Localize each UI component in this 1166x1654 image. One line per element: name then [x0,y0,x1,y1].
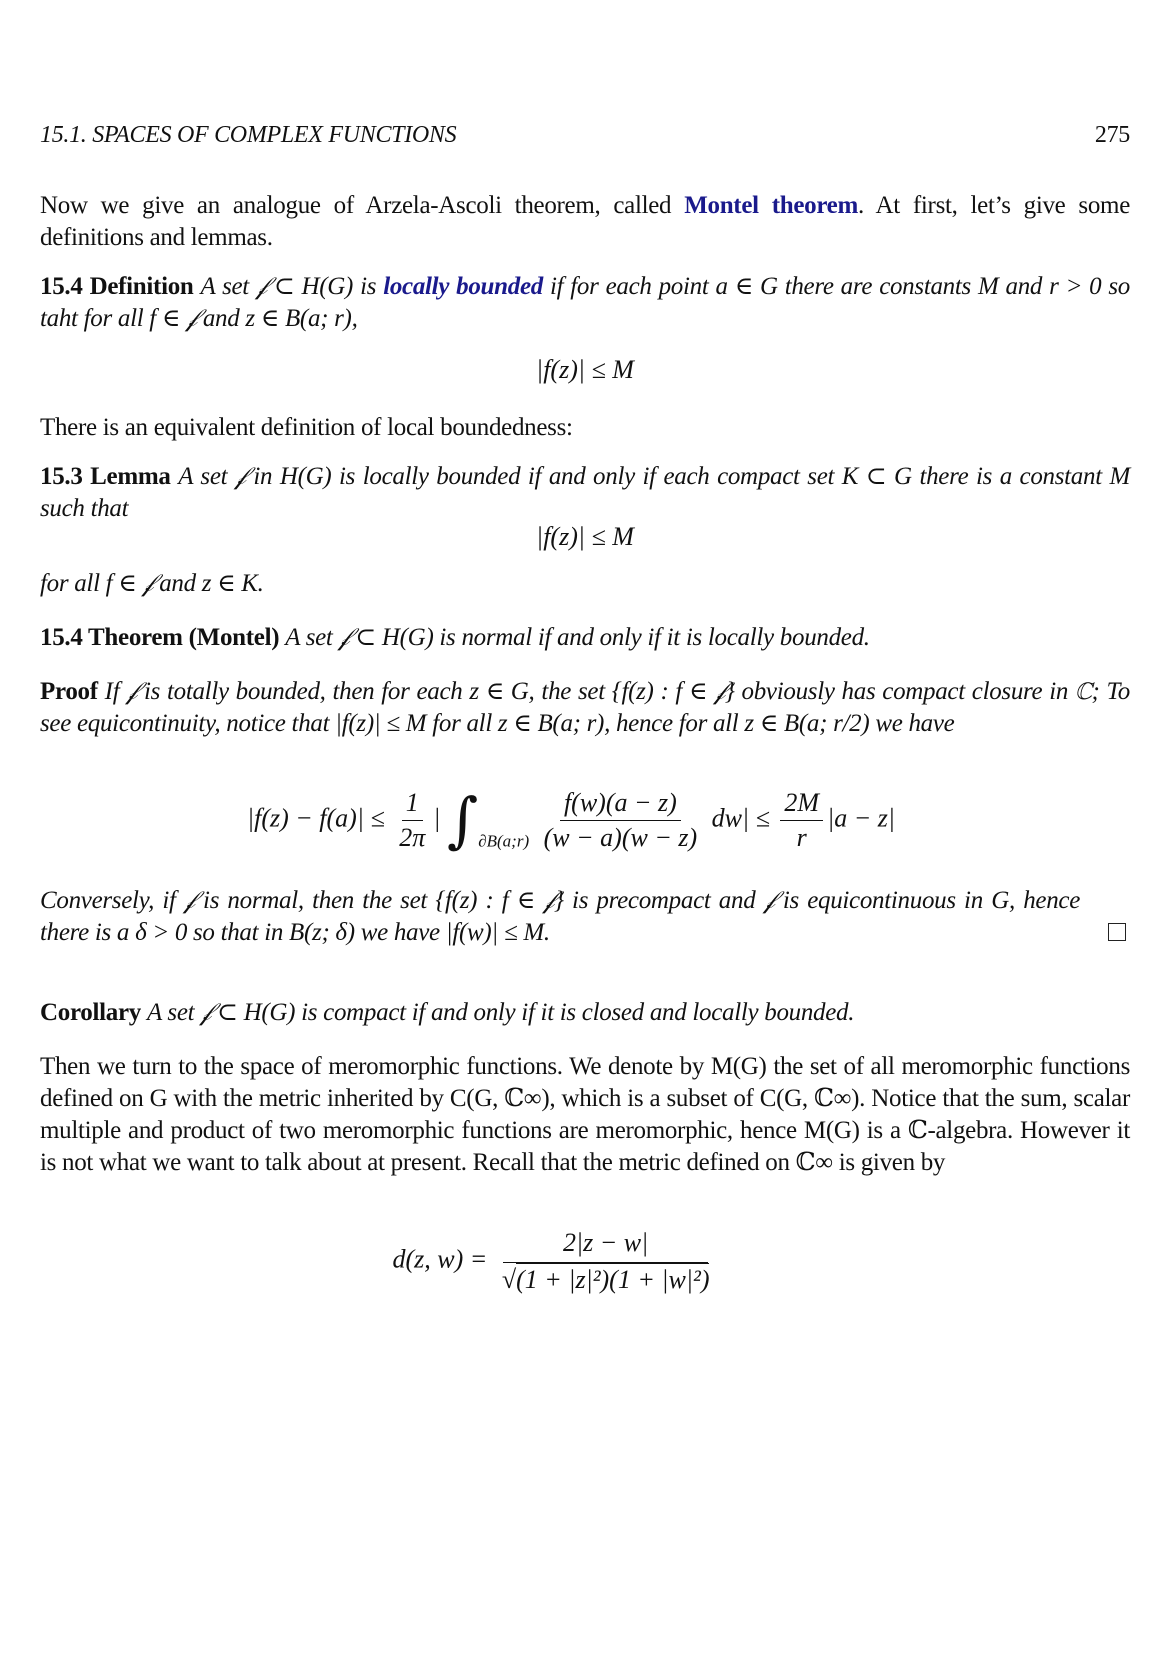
lemma-after: for all f ∈ 𝒻 and z ∈ K. [40,570,264,597]
frac3-den: r [796,823,807,852]
corollary-label: Corollary [40,999,141,1026]
metric-equation [10,1228,1100,1295]
proof-eq-rhs: |a − z| [827,803,896,833]
frac-integrand [540,788,702,853]
frac-two-m-over-r [780,788,823,853]
definition-label: 15.4 Definition [40,273,194,300]
lemma-equation: |f(z)| ≤ M [536,522,634,551]
frac3-num: 2M [780,788,823,821]
intro-text: Now we give an analogue of Arzela-Ascoli theorem, called [40,192,685,219]
running-header [40,122,1130,156]
intro-paragraph [40,190,1130,254]
proof-eq-lhs: |f(z) − f(a)| ≤ [246,803,385,833]
corollary-text: A set 𝒻 ⊂ H(G) is compact if and only if it is closed and locally bounded. [146,999,855,1026]
abs-open: | [433,803,441,833]
definition-text-end: if for each point a ∈ G there are constants M and r > 0 so taht for all f ∈ 𝒻 and z ∈ B(a; r), [40,273,1131,332]
frac2-den: (w − a)(w − z) [543,823,698,852]
proof-conversely: Conversely, if 𝒻 is normal, then the set {f(z) : f ∈ 𝒻} is precompact and 𝒻 is equicontinuous in G, hence there is a δ > 0 so that in B(z; δ) we have |f(w)| ≤ M. [40,887,1080,946]
theorem-label: 15.4 Theorem (Montel) [40,624,280,651]
lemma-text: A set 𝒻 in H(G) is locally bounded if and only if each compact set K ⊂ G there is a constant M such that [40,463,1131,522]
frac-one-over-two-pi [395,788,429,853]
metric-den [498,1263,714,1295]
proof-block [40,676,1130,740]
definition-equation: |f(z)| ≤ M [536,355,634,384]
meromorphic-paragraph: Then we turn to the space of meromorphic functions. We denote by M(G) the set of all meromorphic functions defined on G with the metric inherited by C(G, ℂ∞), which is a subset of C(G, ℂ∞). Notice that the sum, scalar multiple and product of two meromorphic functions are meromorphic, hence M(G) is a ℂ-algebra. However it is not what we want to talk about at present. Recall that the metric defined on ℂ∞ is given by [40,1053,1130,1176]
document-page [40,0,1130,1654]
theorem-text: A set 𝒻 ⊂ H(G) is normal if and only if it is locally bounded. [285,624,870,651]
theorem-block [40,622,1130,654]
frac1-num: 1 [402,788,423,821]
definition-block [40,271,1130,335]
lemma-label: 15.3 Lemma [40,463,171,490]
integral-domain: ∂B(a;r) [478,831,530,851]
proof-label: Proof [40,678,98,705]
lemma-block [40,461,1130,525]
corollary-block [40,997,1130,1029]
page-number: 275 [1094,122,1130,148]
frac2-num: f(w)(a − z) [560,788,681,821]
metric-den-expr: (1 + |z|²)(1 + |w|²) [516,1265,710,1294]
definition-text: A set 𝒻 ⊂ H(G) is [200,273,384,300]
montel-theorem-link[interactable]: Montel theorem [684,192,859,219]
metric-num: 2|z − w| [503,1228,708,1263]
proof-eq-dw: dw| ≤ [711,803,770,833]
equivalent-note: There is an equivalent definition of local boundedness: [40,414,573,441]
metric-eq-lhs: d(z, w) = [392,1244,488,1274]
qed-square-icon [1108,923,1126,941]
intro-text-end: . At first, let’s give some definitions and lemmas. [40,192,1130,251]
metric-fraction [498,1228,714,1295]
proof-equation [26,785,1116,856]
section-title: 15.1. SPACES OF COMPLEX FUNCTIONS [40,122,457,148]
sqrt-sign: √ [501,1265,517,1294]
frac1-den: 2π [399,823,426,852]
integral-sign: ∫ [446,785,479,856]
proof-text: If 𝒻 is totally bounded, then for each z ∈ G, the set {f(z) : f ∈ 𝒻} obviously has compact closure in ℂ; To see equicontinuity, notice that |f(z)| ≤ M for all z ∈ B(a; r), hence for all z ∈ B(a; r/2) we have [40,678,1131,737]
locally-bounded-term[interactable]: locally bounded [383,273,543,300]
